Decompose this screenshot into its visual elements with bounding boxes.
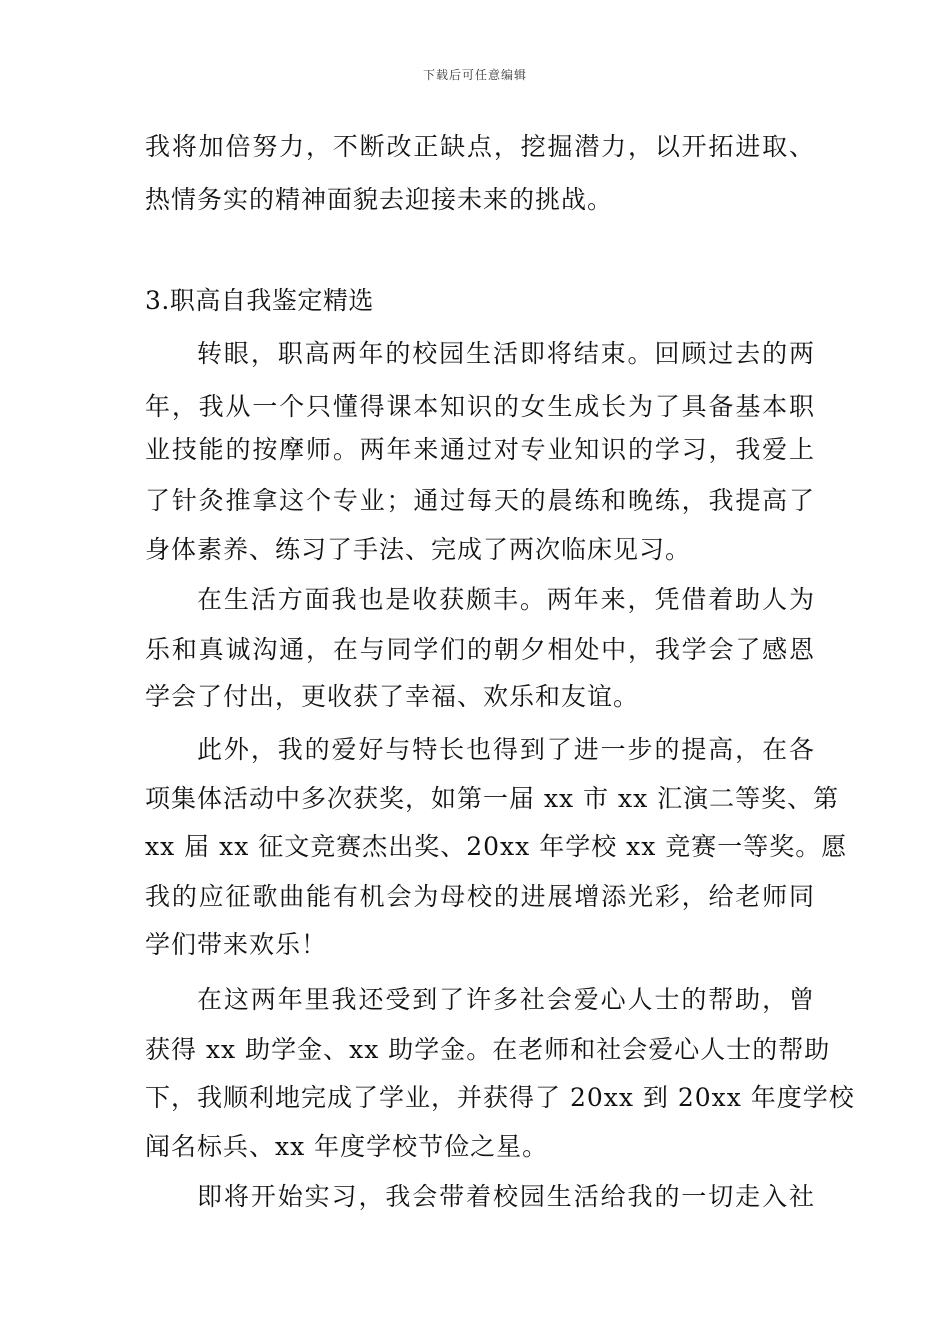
- text-line: 闻名标兵、xx 年度学校节俭之星。: [145, 1132, 549, 1161]
- text-line: 此外，我的爱好与特长也得到了进一步的提高，在各: [197, 735, 815, 764]
- text-line: 热情务实的精神面貌去迎接未来的挑战。: [145, 185, 614, 214]
- text-line: 转眼，职高两年的校园生活即将结束。回顾过去的两: [197, 339, 815, 368]
- text-line: 我的应征歌曲能有机会为母校的进展增添光彩，给老师同: [145, 882, 815, 911]
- text-line: 项集体活动中多次获奖，如第一届 xx 市 xx 汇演二等奖、第: [145, 784, 840, 813]
- text-line: 学会了付出，更收获了幸福、欢乐和友谊。: [145, 682, 640, 711]
- text-line: 即将开始实习，我会带着校园生活给我的一切走入社: [197, 1182, 815, 1211]
- text-line: 在生活方面我也是收获颇丰。两年来，凭借着助人为: [197, 585, 815, 614]
- text-line: 获得 xx 助学金、xx 助学金。在老师和社会爱心人士的帮助: [145, 1035, 831, 1064]
- text-line: 业技能的按摩师。两年来通过对专业知识的学习，我爱上: [145, 435, 815, 464]
- text-line: 我将加倍努力，不断改正缺点，挖掘潜力，以开拓进取、: [145, 132, 815, 161]
- header-note: 下载后可任意编辑: [422, 68, 527, 82]
- text-line: 下，我顺利地完成了学业，并获得了 20xx 到 20xx 年度学校: [145, 1083, 855, 1112]
- section-heading: 3.职高自我鉴定精选: [145, 286, 374, 315]
- text-line: 乐和真诚沟通，在与同学们的朝夕相处中，我学会了感恩: [145, 635, 815, 664]
- text-line: 年，我从一个只懂得课本知识的女生成长为了具备基本职: [145, 392, 815, 421]
- text-line: 在这两年里我还受到了许多社会爱心人士的帮助，曾: [197, 985, 815, 1014]
- text-line: 身体素养、练习了手法、完成了两次临床见习。: [145, 535, 692, 564]
- text-line: 学们带来欢乐！: [145, 930, 328, 959]
- text-line: 了针灸推拿这个专业；通过每天的晨练和晚练，我提高了: [145, 486, 815, 515]
- text-line: xx 届 xx 征文竞赛杰出奖、20xx 年学校 xx 竞赛一等奖。愿: [145, 832, 848, 861]
